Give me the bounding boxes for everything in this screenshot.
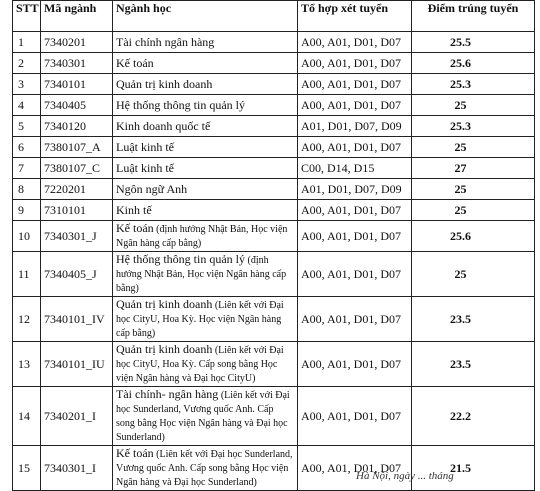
row-score: 25 xyxy=(412,179,535,200)
row-combo: A00, A01, D01, D07 xyxy=(298,387,412,446)
row-major xyxy=(113,200,298,221)
page-footer-fragment: Hà Nội, ngày ... tháng xyxy=(356,470,454,482)
row-major xyxy=(113,221,298,252)
row-major xyxy=(113,446,298,491)
row-code: 7340405_J xyxy=(41,252,113,297)
row-code: 7340101_IV xyxy=(41,297,113,342)
row-stt: 10 xyxy=(13,221,41,252)
row-stt: 14 xyxy=(13,387,41,446)
row-score: 25 xyxy=(412,95,535,116)
row-combo: A00, A01, D01, D07 xyxy=(298,74,412,95)
major-name: Kế toán xyxy=(116,55,154,70)
table-row xyxy=(13,342,535,387)
major-note: (Liên kết với Đại học Sunderland, Vương quốc Anh. Cấp song bằng Học viện Ngân hàng và Đại học Sunderland) xyxy=(116,449,293,488)
row-stt: 8 xyxy=(13,179,41,200)
major-name: Kế toán xyxy=(116,446,154,460)
row-code: 7380107_A xyxy=(41,137,113,158)
row-code: 7340405 xyxy=(41,95,113,116)
row-stt: 7 xyxy=(13,158,41,179)
table-row xyxy=(13,137,535,158)
row-stt: 11 xyxy=(13,252,41,297)
row-code: 7340101 xyxy=(41,74,113,95)
header-combo: Tổ hợp xét tuyển xyxy=(298,1,412,32)
major-name: Luật kinh tế xyxy=(116,139,174,154)
row-major xyxy=(113,252,298,297)
table-row xyxy=(13,74,535,95)
row-major xyxy=(113,158,298,179)
row-combo: A00, A01, D01, D07 xyxy=(298,252,412,297)
row-code: 7380107_C xyxy=(41,158,113,179)
row-major xyxy=(113,53,298,74)
row-score: 25.6 xyxy=(412,53,535,74)
row-code: 7340301_J xyxy=(41,221,113,252)
row-score: 23.5 xyxy=(412,342,535,387)
row-combo: A00, A01, D01, D07 xyxy=(298,446,412,491)
major-name: Kinh doanh quốc tế xyxy=(116,118,211,133)
row-major xyxy=(113,95,298,116)
admission-scores-table xyxy=(12,0,535,491)
row-code: 7340301 xyxy=(41,53,113,74)
row-combo: A00, A01, D01, D07 xyxy=(298,95,412,116)
major-name: Tài chính ngân hàng xyxy=(116,34,215,49)
row-stt: 3 xyxy=(13,74,41,95)
row-combo: A00, A01, D01, D07 xyxy=(298,53,412,74)
row-code: 7340301_I xyxy=(41,446,113,491)
row-combo: C00, D14, D15 xyxy=(298,158,412,179)
row-stt: 5 xyxy=(13,116,41,137)
major-note: (định hướng Nhật Bản, Học viện Ngân hàng cấp bằng) xyxy=(116,255,287,294)
row-combo: A00, A01, D01, D07 xyxy=(298,297,412,342)
row-major xyxy=(113,74,298,95)
table-row xyxy=(13,221,535,252)
row-code: 7340201_I xyxy=(41,387,113,446)
header-stt: STT xyxy=(13,1,41,32)
row-code: 7220201 xyxy=(41,179,113,200)
table-row xyxy=(13,158,535,179)
table-row xyxy=(13,446,535,491)
row-score: 25.6 xyxy=(412,221,535,252)
row-score: 25 xyxy=(412,252,535,297)
row-stt: 6 xyxy=(13,137,41,158)
major-name: Quản trị kinh doanh xyxy=(116,297,213,311)
header-score: Điểm trúng tuyển xyxy=(412,1,535,32)
major-name: Ngôn ngữ Anh xyxy=(116,181,188,196)
row-code: 7340120 xyxy=(41,116,113,137)
table-row xyxy=(13,297,535,342)
row-stt: 15 xyxy=(13,446,41,491)
row-stt: 13 xyxy=(13,342,41,387)
row-major xyxy=(113,116,298,137)
row-score: 25 xyxy=(412,137,535,158)
row-major xyxy=(113,342,298,387)
major-name: Tài chính- ngân hàng xyxy=(116,387,219,401)
row-stt: 12 xyxy=(13,297,41,342)
table-row xyxy=(13,95,535,116)
row-combo: A00, A01, D01, D07 xyxy=(298,200,412,221)
row-score: 25.3 xyxy=(412,74,535,95)
major-name: Kinh tế xyxy=(116,202,152,217)
row-combo: A00, A01, D01, D07 xyxy=(298,32,412,53)
row-score: 25.5 xyxy=(412,32,535,53)
table-row xyxy=(13,32,535,53)
major-name: Luật kinh tế xyxy=(116,160,174,175)
table-row xyxy=(13,200,535,221)
row-combo: A01, D01, D07, D09 xyxy=(298,179,412,200)
row-score: 21.5 xyxy=(412,446,535,491)
row-score: 25.3 xyxy=(412,116,535,137)
major-name: Quản trị kinh doanh xyxy=(116,342,213,356)
row-score: 27 xyxy=(412,158,535,179)
row-combo: A00, A01, D01, D07 xyxy=(298,137,412,158)
row-combo: A00, A01, D01, D07 xyxy=(298,221,412,252)
table-row xyxy=(13,252,535,297)
row-stt: 4 xyxy=(13,95,41,116)
major-name: Hệ thống thông tin quản lý xyxy=(116,252,245,266)
row-score: 25 xyxy=(412,200,535,221)
table-row xyxy=(13,53,535,74)
row-combo: A01, D01, D07, D09 xyxy=(298,116,412,137)
row-code: 7310101 xyxy=(41,200,113,221)
row-code: 7340201 xyxy=(41,32,113,53)
row-major xyxy=(113,297,298,342)
header-major: Ngành học xyxy=(113,1,298,32)
row-stt: 1 xyxy=(13,32,41,53)
row-score: 23.5 xyxy=(412,297,535,342)
row-major xyxy=(113,137,298,158)
major-note: (Liên kết với Đại học Sunderland, Vương quốc Anh. Cấp song bằng Học viện Ngân hàng và Đại học Sunderland) xyxy=(116,390,290,443)
major-name: Kế toán xyxy=(116,221,154,235)
major-note: (Liên kết với Đại học CityU, Hoa Kỳ. Học viện Ngân hàng cấp bằng) xyxy=(116,300,284,339)
header-code: Mã ngành xyxy=(41,1,113,32)
row-combo: A00, A01, D01, D07 xyxy=(298,342,412,387)
major-note: (Liên kết với Đại học CityU, Hoa Kỳ. Cấp song bằng Học viện Ngân hàng và Đại học CityU) xyxy=(116,345,284,384)
row-major xyxy=(113,32,298,53)
row-code: 7340101_IU xyxy=(41,342,113,387)
table-row xyxy=(13,116,535,137)
row-stt: 9 xyxy=(13,200,41,221)
table-row xyxy=(13,179,535,200)
major-note: (định hướng Nhật Bản, Học viện Ngân hàng cấp bằng) xyxy=(116,224,288,249)
major-name: Hệ thống thông tin quản lý xyxy=(116,97,245,112)
major-name: Quản trị kinh doanh xyxy=(116,76,213,91)
table-row xyxy=(13,387,535,446)
row-major xyxy=(113,179,298,200)
row-major xyxy=(113,387,298,446)
header-row xyxy=(13,1,535,32)
row-stt: 2 xyxy=(13,53,41,74)
row-score: 22.2 xyxy=(412,387,535,446)
